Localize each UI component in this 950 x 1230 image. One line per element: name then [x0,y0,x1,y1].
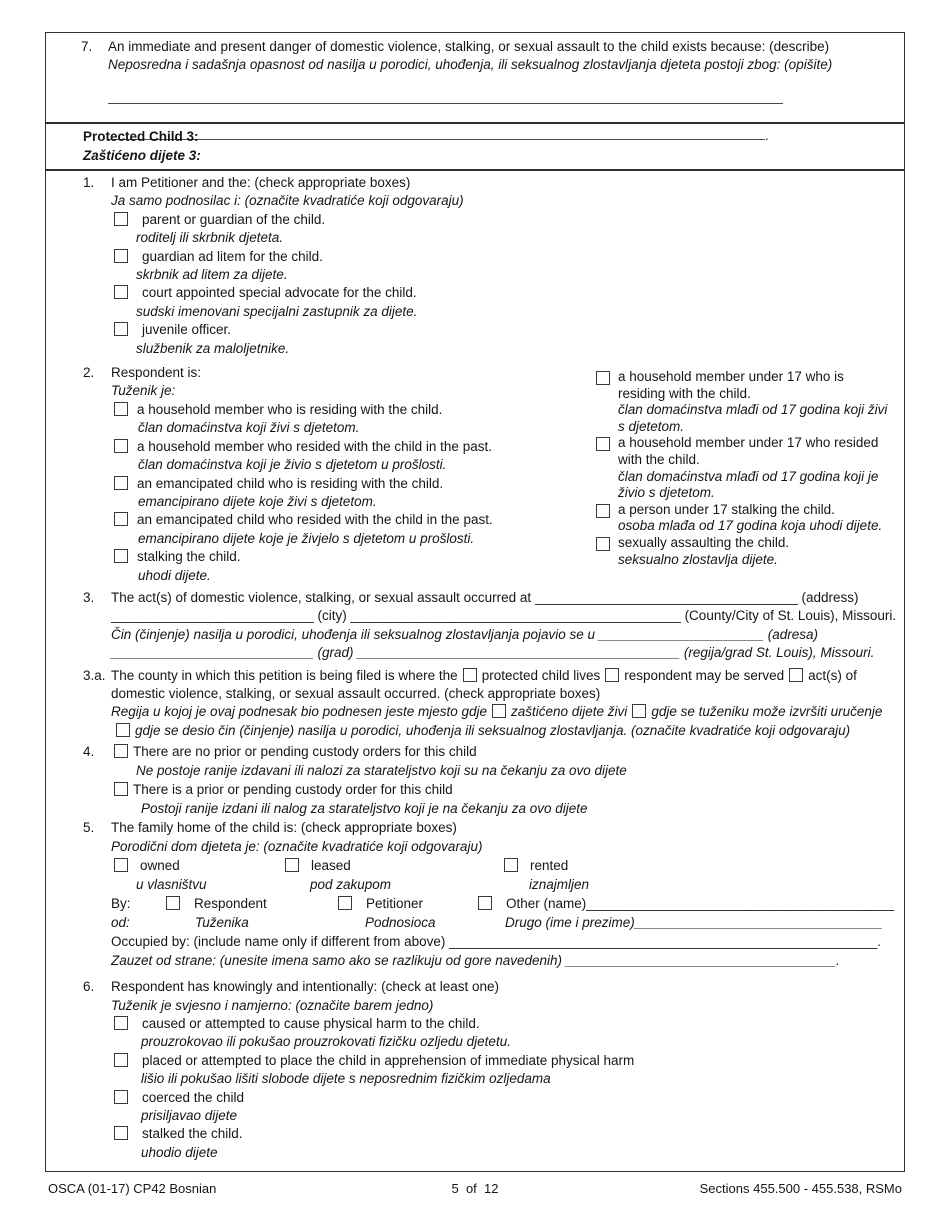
option-label-bs: uhodio dijete [141,1144,218,1160]
section-main [46,171,904,1162]
item4-option-1 [111,742,894,761]
item5 [83,818,894,970]
option-label-en: Respondent [194,896,267,912]
option-label-bs: član domaćinstva mlađi od 17 godina koji živi s djetetom. [618,402,888,434]
checkbox-stalking-the-child[interactable] [114,549,128,563]
option-label-bs: emancipirano dijete koje je živjelo s djetetom u prošlosti. [138,530,475,546]
item5-tenure-row-bs [111,875,894,894]
checkbox-household-member-resided-past[interactable] [114,439,128,453]
checkbox-tuzeniku-urucenje[interactable] [632,704,646,718]
item5-occupied-bs: Zauzet od strane: (unesite imena samo ako se razlikuju od gore navedenih) ____________________________________. [111,953,840,969]
option-label-en: Petitioner [366,896,424,912]
footer-page-number: 5 of 12 [451,1181,499,1196]
checkbox-court-appointed-advocate[interactable] [114,285,128,299]
checkbox-no-prior-custody-orders[interactable] [114,744,128,758]
item2-right-column [596,364,894,568]
option-label-en: an emancipated child who is residing with the child. [137,475,444,491]
option-label-en: a household member under 17 who resided with the child. [618,435,879,468]
item1-heading-bs: Ja samo podnosilac i: (označite kvadratiće koji odgovaraju) [111,193,464,209]
item3a-bs-seg3: gdje se desio čin (činjenje) nasilja u porodici, uhođenja ili seksualnog zlostavljanja. (označite kvadratiće koji odgovaraju) [135,722,851,738]
item7-text-en: An immediate and present danger of domestic violence, stalking, or sexual assault to the child exists because: (describe) [108,39,830,54]
checkbox-person-under17-stalking[interactable] [596,504,610,518]
item5-number: 5. [83,820,95,836]
item5-by-row-bs [111,913,894,932]
option-label-bs: službenik za maloljetnike. [136,340,290,356]
checkbox-emancipated-child-residing[interactable] [114,476,128,490]
option-label-bs: prisiljavao dijete [141,1108,238,1124]
option-label-bs: prouzrokovao ili pokušao prouzrokovati fizičku ozljedu djetetu. [141,1034,511,1050]
option-label-en: There are no prior or pending custody orders for this child [133,744,477,760]
item2-left-column [111,364,596,585]
checkbox-apprehension-physical-harm[interactable] [114,1053,128,1067]
footer-form-id: OSCA (01-17) CP42 Bosnian [48,1181,217,1196]
option-label-bs: skrbnik ad litem za dijete. [136,267,288,283]
option-label-bs: Tuženika [195,915,249,931]
item7-number: 7. [81,39,93,54]
option-label-en: There is a prior or pending custody order for this child [133,782,453,798]
checkbox-sexually-assaulting[interactable] [596,537,610,551]
item5-heading-bs: Porodični dom djeteta je: (označite kvadratiće koji odgovaraju) [111,839,483,855]
item3-number: 3. [83,589,95,605]
item6-option-2 [111,1052,894,1070]
item3a [83,667,894,741]
option-label-bs: osoba mlađa od 17 godina koja uhodi dijete. [618,518,883,534]
item6-option-4 [111,1125,894,1143]
item2 [83,364,894,585]
item2-columns [111,364,894,585]
other-name-blank-field[interactable]: _________________________________________ [586,896,895,912]
item2-content [111,364,894,585]
option-label-en: sexually assaulting the child. [618,535,790,550]
describe-blank-field-1[interactable] [108,89,783,104]
footer-statute-reference: Sections 455.500 - 455.538, RSMo [699,1181,902,1196]
item5-tenure-row [111,856,894,875]
checkbox-under17-residing[interactable] [596,371,610,385]
item3a-en-seg1: protected child lives [481,667,601,683]
option-label-bs: pod zakupom [310,877,392,893]
option-label-bs: sudski imenovani specijalni zastupnik za dijete. [136,303,418,319]
item2-right-option-2 [596,435,894,501]
item6-content [111,978,894,1162]
option-label-en: a person under 17 stalking the child. [618,501,835,517]
item6-option-3 [111,1089,894,1107]
item1-option-2 [111,248,894,266]
option-label-en: stalking the child. [137,549,241,565]
item2-heading-bs: Tuženik je: [111,383,176,399]
checkbox-owned[interactable] [114,858,128,872]
option-label-en: caused or attempted to cause physical harm to the child. [142,1016,480,1031]
checkbox-protected-child-lives[interactable] [463,668,477,682]
option-label-en: leased [311,858,351,874]
item3a-number: 3.a. [83,667,106,683]
item3-line1-en: The act(s) of domestic violence, stalking, or sexual assault occurred at ___________________________________ (address) [111,589,859,605]
item3a-text-en [111,667,894,704]
item7-blank-row-1 [108,89,894,109]
item1-number: 1. [83,175,95,190]
item4 [83,742,894,818]
item4-content [111,742,894,818]
checkbox-acts-occurred[interactable] [789,668,803,682]
item3a-bs-seg2: gdje se tuženiku može izvršiti uručenje [651,704,883,720]
item2-right-option-3 [596,502,894,535]
option-label-en: rented [530,858,569,874]
option-label-bs: emancipirano dijete koje živi s djetetom. [138,493,377,509]
option-label-bs: lišio ili pokušao lišiti slobode dijete s neposrednim fizičkim ozljedama [141,1071,551,1087]
option-label-en: a household member under 17 who is residing with the child. [618,369,844,401]
option-label-bs: Ne postoje ranije izdavani ili nalozi za starateljstvo koji su na čekanju za ovo dijete [136,763,627,779]
item1-content [111,174,894,358]
option-label-bs: Podnosioca [365,915,436,931]
option-label-en: placed or attempted to place the child in apprehension of immediate physical harm [142,1052,635,1068]
checkbox-rented[interactable] [504,858,518,872]
checkbox-parent-or-guardian[interactable] [114,212,128,226]
item6-number: 6. [83,979,95,995]
checkbox-coerced-the-child[interactable] [114,1090,128,1104]
item1-option-1 [111,211,894,229]
checkbox-by-respondent[interactable] [166,896,180,910]
option-label-bs: Postoji ranije izdani ili nalog za starateljstvo koji je na čekanju za ovo dijete [141,801,588,817]
item5-occupied-en: Occupied by: (include name only if different from above) _________________________________________________________. [111,934,881,950]
option-label-bs: seksualno zlostavlja dijete. [618,551,778,567]
item1-option-3 [111,284,894,302]
checkbox-respondent-may-be-served[interactable] [605,668,619,682]
option-label-bs: u vlasništvu [136,877,207,893]
item2-left-option-4 [111,511,596,529]
item1-heading-en: I am Petitioner and the: (check appropriate boxes) [111,175,411,190]
item3a-content [111,667,894,741]
option-label-bs: član domaćinstva koji je živio s djetetom u prošlosti. [138,457,447,473]
item6-heading-bs: Tuženik je svjesno i namjerno: (označite barem jedno) [111,997,434,1013]
item4-option-2 [111,780,894,799]
checkbox-stalked-the-child[interactable] [114,1126,128,1140]
item3-content [111,589,897,663]
checkbox-by-other[interactable] [478,896,492,910]
item7-row [81,38,894,144]
option-label-bs: član domaćinstva koji živi s djetetom. [138,420,360,436]
item2-right-option-1 [596,369,894,435]
checkbox-juvenile-officer[interactable] [114,322,128,336]
item2-left-option-2 [111,438,596,456]
option-label-en: an emancipated child who resided with the child in the past. [137,512,493,528]
item5-by-other [478,894,894,913]
item6-heading-en: Respondent has knowingly and intentionally: (check at least one) [111,979,499,995]
checkbox-emancipated-child-resided-past[interactable] [114,512,128,526]
checkbox-prior-custody-order[interactable] [114,782,128,796]
checkbox-under17-resided-past[interactable] [596,437,610,451]
option-label-en: a household member who resided with the child in the past. [137,438,492,454]
protected-child-3-title-bs: Zaštićeno dijete 3: [83,147,201,163]
option-label-en: stalked the child. [142,1126,243,1142]
item5-by-respondent [166,894,338,913]
checkbox-guardian-ad-litem[interactable] [114,249,128,263]
item3-line2-en: ___________________________ (city) ____________________________________________ (County/City of St. Louis), Missouri. [111,608,897,624]
form-border-box [45,32,905,1172]
item3a-bs-seg1: zaštićeno dijete živi [511,704,628,720]
item6-option-1 [111,1015,894,1033]
option-label-bs: član domaćinstva mlađi od 17 godina koji je živio s djetetom. [618,468,879,501]
option-label-en: court appointed special advocate for the child. [142,285,417,301]
option-label-en: guardian ad litem for the child. [142,248,323,264]
item5-tenure-rented [504,856,894,875]
item2-left-option-5 [111,548,596,566]
protected-child-3-title-en: Protected Child 3: [83,129,199,144]
item5-by-other-bs [478,913,894,932]
item1-option-4 [111,321,894,339]
option-label-bs: roditelj ili skrbnik djeteta. [136,230,284,246]
item7-text-bs: Neposredna i sadašnja opasnost od nasilja u porodici, uhođenja, ili seksualnog zlostavljanja djeteta postoji zbog: (opišite) [108,56,833,72]
item3 [83,589,897,663]
checkbox-caused-physical-harm[interactable] [114,1016,128,1030]
item5-by-petitioner [338,894,478,913]
option-label-bs: Drugo (ime i prezime) [505,915,635,931]
option-label-en: a household member who is residing with the child. [137,401,443,417]
other-name-blank-field-bs[interactable]: _________________________________ [634,915,883,931]
item5-heading-en: The family home of the child is: (check appropriate boxes) [111,820,457,836]
checkbox-leased[interactable] [285,858,299,872]
item1 [83,174,894,358]
option-label-bs: uhodi dijete. [138,567,211,583]
item6 [83,978,894,1162]
item2-left-option-1 [111,401,596,419]
option-label-en: parent or guardian of the child. [142,211,326,227]
item3a-en-seg2: respondent may be served [624,667,785,683]
item2-heading-en: Respondent is: [111,365,202,381]
item2-number: 2. [83,365,95,381]
item3a-en-seg0: The county in which this petition is being filed is where the [111,667,458,683]
item5-by-row [111,894,894,913]
checkbox-zasticeno-dijete-zivi[interactable] [492,704,506,718]
checkbox-desio-cin[interactable] [116,723,130,737]
item5-tenure-leased [285,856,504,875]
option-label-en: Other (name) [506,896,587,912]
item5-tenure-owned [111,856,285,875]
checkbox-by-petitioner[interactable] [338,896,352,910]
item3-line1-bs: Čin (činjenje) nasilja u porodici, uhođenja ili seksualnog zlostavljanja pojavio se u ______________________ (adresa) [111,626,818,642]
item2-right-option-4 [596,535,894,568]
item5-by-label: By: [111,896,131,912]
option-label-en: juvenile officer. [142,322,232,338]
item2-left-option-3 [111,475,596,493]
item7-content [108,38,894,144]
item7-blank-row-2 [108,125,894,145]
item7-period: . [765,127,769,143]
option-label-en: owned [140,858,180,874]
option-label-bs: iznajmljen [529,877,590,893]
item5-content [111,818,894,970]
describe-blank-field-2[interactable] [108,125,765,140]
checkbox-household-member-residing[interactable] [114,402,128,416]
option-label-en: coerced the child [142,1089,245,1105]
item3a-text-bs [111,703,894,740]
item5-by-label-bs: od: [111,915,130,931]
item4-number: 4. [83,744,95,760]
item3a-bs-seg0: Regija u kojoj je ovaj podnesak bio podnesen jeste mjesto gdje [111,704,487,720]
item3a-en-seg3: act(s) of domestic violence, stalking, or sexual assault occurred. (check appropriate boxes) [111,667,857,701]
item3-line2-bs: ___________________________ (grad) ___________________________________________ (regija/grad St. Louis), Missouri. [111,645,875,661]
